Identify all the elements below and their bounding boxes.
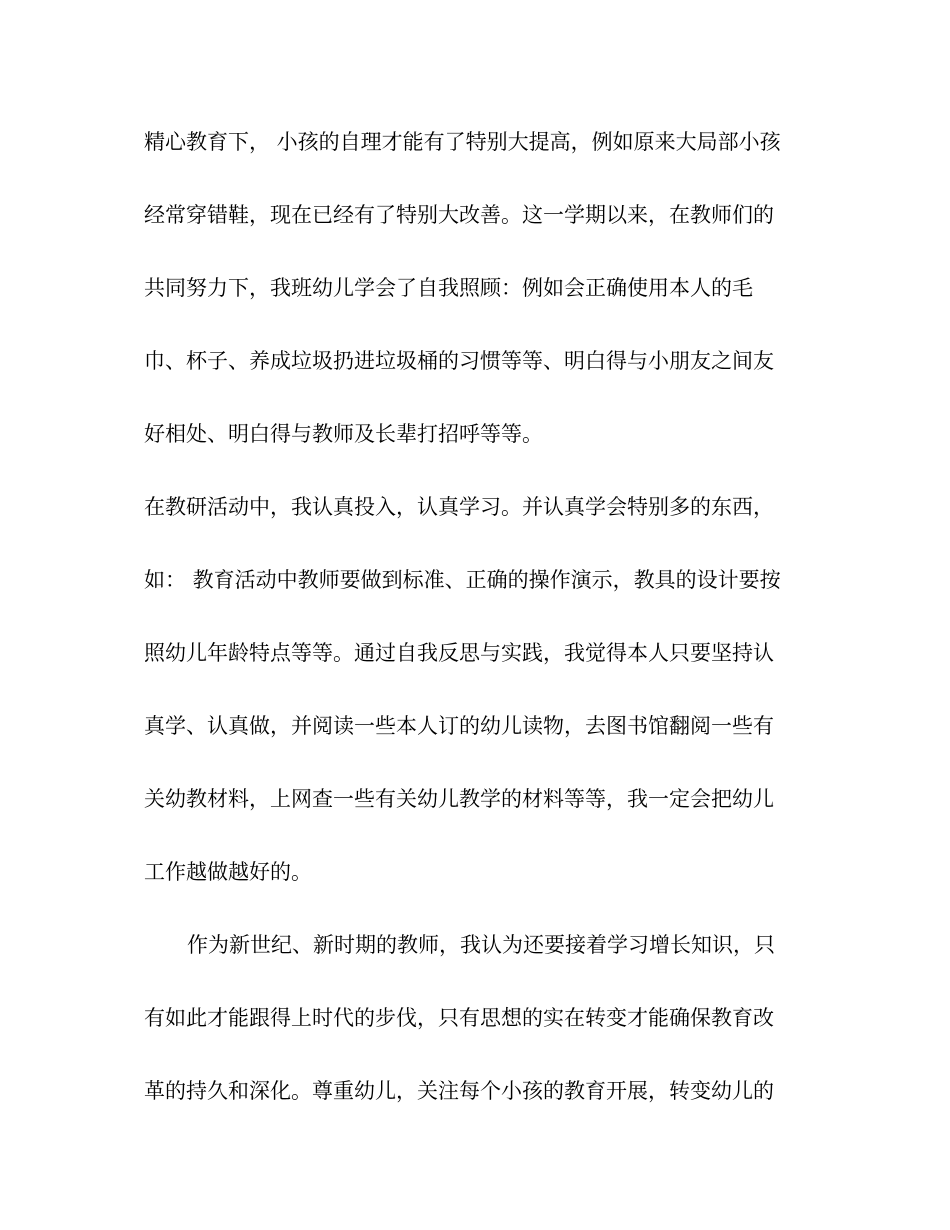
text-line: 如： 教育活动中教师要做到标准、正确的操作演示，教具的设计要按 [144,568,781,592]
text-line: 作为新世纪、新时期的教师，我认为还要接着学习增长知识，只 [187,933,775,957]
text-line: 精心教育下， 小孩的自理才能有了特别大提高，例如原来大局部小孩 [144,130,781,154]
text-line: 共同努力下，我班幼儿学会了自我照顾：例如会正确使用本人的毛 [144,276,753,300]
text-line: 有如此才能跟得上时代的步伐，只有思想的实在转变才能确保教育改 [144,1006,774,1030]
text-line: 工作越做越好的。 [144,860,312,884]
text-line: 照幼儿年龄特点等等。通过自我反思与实践，我觉得本人只要坚持认 [144,641,774,665]
text-line: 经常穿错鞋，现在已经有了特别大改善。这一学期以来，在教师们的 [144,203,774,227]
text-line: 真学、认真做，并阅读一些本人订的幼儿读物，去图书馆翻阅一些有 [144,714,774,738]
text-line: 巾、杯子、养成垃圾扔进垃圾桶的习惯等等、明白得与小朋友之间友 [144,349,774,373]
text-line: 在教研活动中，我认真投入，认真学习。并认真学会特别多的东西， [144,495,774,519]
text-line: 革的持久和深化。尊重幼儿，关注每个小孩的教育开展，转变幼儿的 [144,1079,774,1103]
text-line: 关幼教材料，上网查一些有关幼儿教学的材料等等，我一定会把幼儿 [144,787,774,811]
text-line: 好相处、明白得与教师及长辈打招呼等等。 [144,422,543,446]
